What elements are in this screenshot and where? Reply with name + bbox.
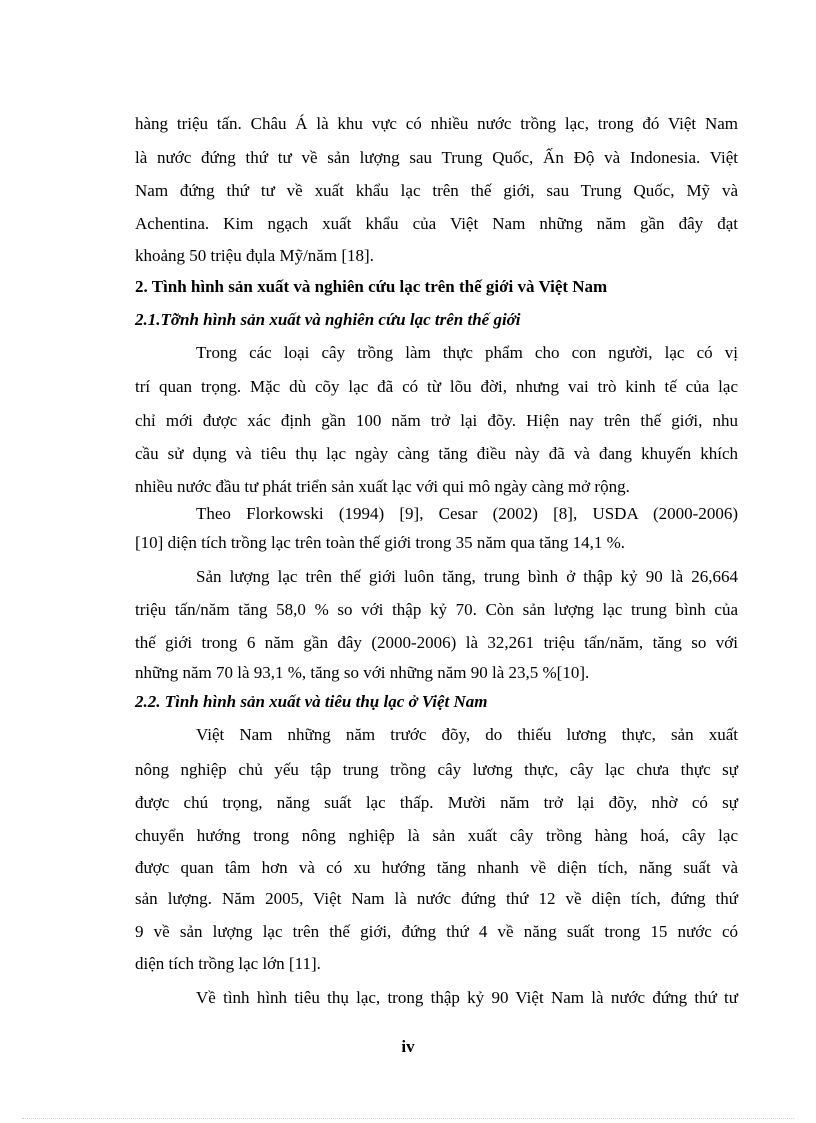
page-number: iv: [401, 1037, 415, 1056]
text-line: chuyển hướng trong nông nghiệp là sản xuất cây trồng hàng hoá, cây lạc: [135, 826, 738, 845]
text-line: là nước đứng thứ tư về sản lượng sau Trung Quốc, Ấn Độ và Indonesia. Việt: [135, 148, 738, 167]
text-line: khoảng 50 triệu đụla Mỹ/năm [18].: [135, 246, 374, 265]
text-line: được quan tâm hơn và có xu hướng tăng nhanh về diện tích, năng suất và: [135, 858, 738, 877]
text-line: chỉ mới được xác định gần 100 năm trở lại đõy. Hiện nay trên thế giới, nhu: [135, 411, 738, 430]
text-line: Trong các loại cây trồng làm thực phẩm cho con người, lạc có vị: [196, 343, 738, 362]
text-line: 9 về sản lượng lạc trên thế giới, đứng thứ 4 về năng suất trong 15 nước có: [135, 922, 738, 941]
text-line: Theo Florkowski (1994) [9], Cesar (2002) [8], USDA (2000-2006): [196, 504, 738, 523]
text-line: Achentina. Kim ngạch xuất khẩu của Việt Nam những năm gần đây đạt: [135, 214, 738, 233]
text-line: sản lượng. Năm 2005, Việt Nam là nước đứng thứ 12 về diện tích, đứng thứ: [135, 889, 738, 908]
page-bottom-divider: [22, 1118, 794, 1119]
text-line: nhiều nước đầu tư phát triển sản xuất lạc với qui mô ngày càng mở rộng.: [135, 477, 630, 496]
text-line: hàng triệu tấn. Châu Á là khu vực có nhiều nước trồng lạc, trong đó Việt Nam: [135, 114, 738, 133]
text-line: diện tích trồng lạc lớn [11].: [135, 954, 321, 973]
text-line: Sản lượng lạc trên thế giới luôn tăng, trung bình ở thập kỷ 90 là 26,664: [196, 567, 738, 586]
text-line: Việt Nam những năm trước đõy, do thiếu lương thực, sản xuất: [196, 725, 738, 744]
text-line: nông nghiệp chủ yếu tập trung trồng cây lương thực, cây lạc chưa thực sự: [135, 760, 738, 779]
text-line: thế giới trong 6 năm gần đây (2000-2006) là 32,261 triệu tấn/năm, tăng so với: [135, 633, 738, 652]
section-heading: 2. Tình hình sản xuất và nghiên cứu lạc trên thế giới và Việt Nam: [135, 277, 608, 296]
text-line: [10] diện tích trồng lạc trên toàn thế giới trong 35 năm qua tăng 14,1 %.: [135, 533, 626, 552]
text-line: những năm 70 là 93,1 %, tăng so với những năm 90 là 23,5 %[10].: [135, 663, 590, 682]
text-line: Nam đứng thứ tư về xuất khẩu lạc trên thế giới, sau Trung Quốc, Mỹ và: [135, 181, 738, 200]
text-line: trí quan trọng. Mặc dù cõy lạc đã có từ lõu đời, nhưng vai trò kinh tế của lạc: [135, 377, 738, 396]
text-line: cầu sử dụng và tiêu thụ lạc ngày càng tăng điều này đã và đang khuyến khích: [135, 444, 738, 463]
text-line: được chú trọng, năng suất lạc thấp. Mười năm trở lại đõy, nhờ có sự: [135, 793, 738, 812]
subsection-heading: 2.2. Tình hình sản xuất và tiêu thụ lạc ở Việt Nam: [135, 692, 488, 711]
subsection-heading: 2.1.Tỡnh hình sản xuất và nghiên cứu lạc trên thế giới: [135, 310, 521, 329]
text-line: triệu tấn/năm tăng 58,0 % so với thập kỷ 70. Còn sản lượng lạc trung bình của: [135, 600, 738, 619]
text-line: Về tình hình tiêu thụ lạc, trong thập kỷ 90 Việt Nam là nước đứng thứ tư: [196, 988, 738, 1007]
